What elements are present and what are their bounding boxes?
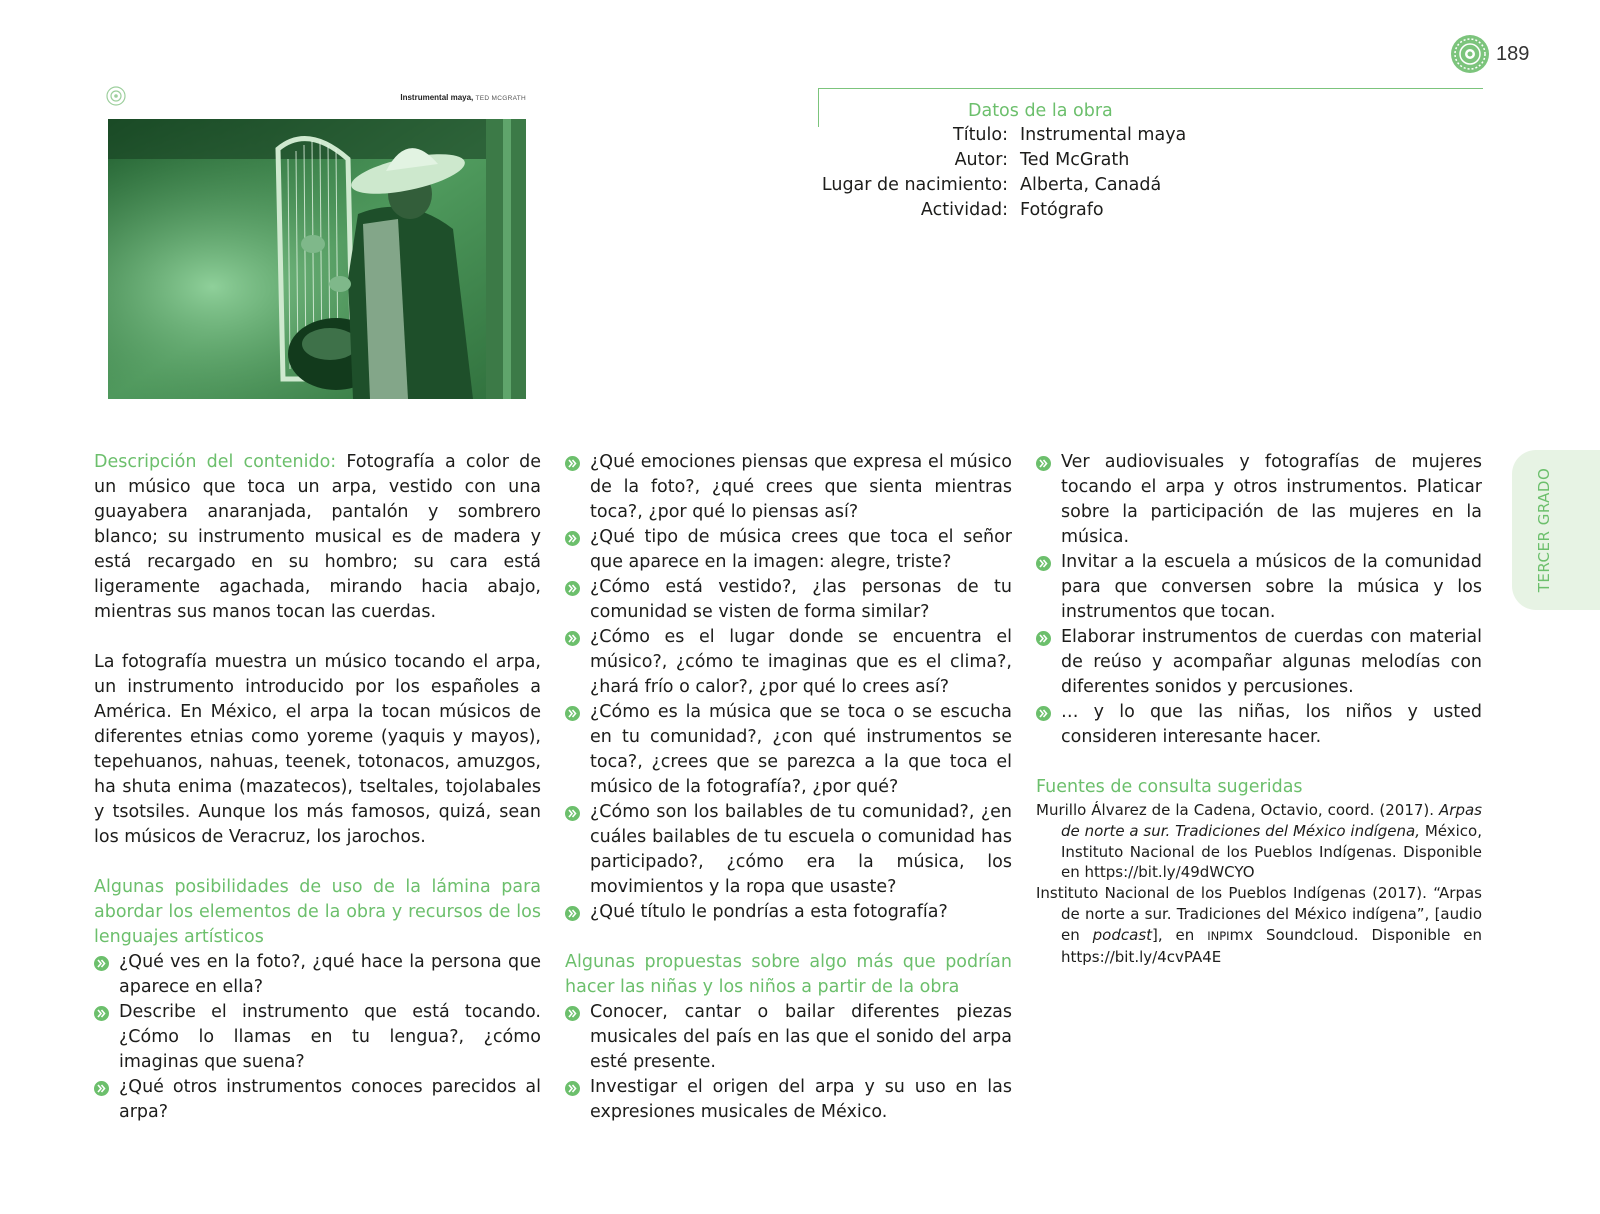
list-item: Investigar el origen del arpa y su uso en las expresiones musicales de México.	[565, 1075, 1012, 1125]
chevron-bullet-icon	[94, 956, 109, 971]
chevron-bullet-icon	[1036, 706, 1051, 721]
list-item: ¿Qué ves en la foto?, ¿qué hace la persona que aparece en ella?	[94, 950, 541, 1000]
fuentes-heading: Fuentes de consulta sugeridas	[1036, 777, 1303, 797]
references	[1036, 800, 1482, 967]
datos-label: Lugar de nacimiento:	[821, 175, 1008, 195]
list-item: ¿Qué título le pondrías a esta fotografía?	[565, 900, 1012, 925]
datos-label: Actividad:	[920, 200, 1008, 220]
chevron-bullet-icon	[565, 906, 580, 921]
chevron-bullet-icon	[565, 1081, 580, 1096]
chevron-bullet-icon	[565, 456, 580, 471]
chevron-bullet-icon	[565, 531, 580, 546]
chevron-bullet-icon	[565, 806, 580, 821]
reference-2: Instituto Nacional de los Pueblos Indígenas (2017). “Arpas de norte a sur. Tradiciones del México indígena”, [audio en podcast], en INPImx Soundcloud. Disponible en https://bit.ly/4cvPA4E	[1036, 884, 1482, 966]
list-item: ¿Cómo está vestido?, ¿las personas de tu comunidad se visten de forma similar?	[565, 575, 1012, 625]
list-item: Ver audiovisuales y fotografías de mujeres tocando el arpa y otros instrumentos. Platicar sobre la participación de las mujeres en la música.	[1036, 450, 1482, 550]
chevron-bullet-icon	[1036, 631, 1051, 646]
chevron-bullet-icon	[565, 581, 580, 596]
mini-emblem-icon	[106, 86, 126, 106]
descripcion-text: Fotografía a color de un músico que toca un arpa, vestido con una guayabera anaranjada, pantalón y sombrero blanco; su instrumento musical es de madera y está recargado en su hombro; su cara está ligeramente agachada, mirando hacia abajo, mientras sus manos tocan las cuerdas.	[94, 452, 541, 622]
column-3	[1036, 450, 1482, 967]
list-item: ¿Qué tipo de música crees que toca el señor que aparece en la imagen: alegre, triste?	[565, 525, 1012, 575]
propuestas-list-2	[1036, 450, 1482, 750]
list-item: Describe el instrumento que está tocando. ¿Cómo lo llamas en tu lengua?, ¿cómo imaginas que suena?	[94, 1000, 541, 1075]
list-item: ¿Cómo es la música que se toca o se escucha en tu comunidad?, ¿con qué instrumentos se toca?, ¿crees que se parezca a la que toca el músico de la fotografía?, ¿por qué?	[565, 700, 1012, 800]
column-1	[94, 450, 541, 1125]
datos-title: Datos de la obra	[968, 101, 1113, 121]
propuestas-list-1	[565, 1000, 1012, 1125]
reference-1: Murillo Álvarez de la Cadena, Octavio, coord. (2017). Arpas de norte a sur. Tradiciones del México indígena, México, Instituto Nacional de los Pueblos Indígenas. Disponible en https://bit.ly/49dWCYO	[1036, 801, 1483, 882]
emblem-icon	[1450, 34, 1490, 74]
chevron-bullet-icon	[565, 631, 580, 646]
chevron-bullet-icon	[565, 706, 580, 721]
list-item: ¿Cómo son los bailables de tu comunidad?, ¿en cuáles bailables de tu escuela o comunidad has participado?, ¿cómo era la música, los movimientos y la ropa que usaste?	[565, 800, 1012, 900]
descripcion-heading: Descripción del contenido:	[94, 452, 337, 472]
list-item: Conocer, cantar o bailar diferentes piezas musicales del país en las que el sonido del arpa esté presente.	[565, 1000, 1012, 1075]
page-number-block	[1450, 34, 1529, 74]
list-item: ¿Qué otros instrumentos conoces parecidos al arpa?	[94, 1075, 541, 1125]
descripcion-paragraph	[94, 450, 541, 625]
list-item: Invitar a la escuela a músicos de la comunidad para que conversen sobre la música y los instrumentos que tocan.	[1036, 550, 1482, 625]
chevron-bullet-icon	[94, 1006, 109, 1021]
photo-caption-row	[106, 86, 526, 108]
posibilidades-list-1	[94, 950, 541, 1125]
photo-caption: Instrumental maya, TED MCGRATH	[400, 93, 526, 102]
datos-value: Ted McGrath	[1020, 150, 1130, 170]
list-item: ¿Cómo es el lugar donde se encuentra el músico?, ¿cómo te imaginas que es el clima?, ¿hará frío o calor?, ¿por qué lo crees así?	[565, 625, 1012, 700]
side-tab-label: TERCER GRADO	[1535, 467, 1553, 593]
page-number: 189	[1496, 42, 1530, 65]
harpist-photo	[108, 119, 526, 399]
datos-label: Título:	[953, 125, 1008, 145]
datos-values	[1020, 125, 1420, 235]
propuestas-heading: Algunas propuestas sobre algo más que podrían hacer las niñas y los niños a partir de la obra	[565, 952, 1012, 997]
list-item: … y lo que las niñas, los niños y usted consideren interesante hacer.	[1036, 700, 1482, 750]
datos-value: Alberta, Canadá	[1020, 175, 1162, 195]
datos-value: Fotógrafo	[1020, 200, 1104, 220]
column-2	[565, 450, 1012, 1125]
list-item: ¿Qué emociones piensas que expresa el músico de la foto?, ¿qué crees que sienta mientras toca?, ¿por qué lo piensas así?	[565, 450, 1012, 525]
datos-label: Autor:	[954, 150, 1008, 170]
descripcion-paragraph-2: La fotografía muestra un músico tocando el arpa, un instrumento introducido por los españoles a América. En México, el arpa la tocan músicos de diferentes etnias como yoreme (yaquis y mayos), tepehuanos, nahuas, teenek, totonacos, amuzgos, ha shuta enima (mazatecos), tseltales, tojolabales y tsotsiles. Aunque los más famosos, quizá, sean los músicos de Veracruz, los jarochos.	[94, 652, 541, 847]
datos-frame	[818, 88, 1483, 127]
datos-labels	[800, 125, 1008, 235]
posibilidades-list-2	[565, 450, 1012, 925]
datos-value: Instrumental maya	[1020, 125, 1187, 145]
chevron-bullet-icon	[565, 1006, 580, 1021]
chevron-bullet-icon	[1036, 456, 1051, 471]
chevron-bullet-icon	[1036, 556, 1051, 571]
grade-side-tab	[1512, 450, 1600, 610]
list-item: Elaborar instrumentos de cuerdas con material de reúso y acompañar algunas melodías con diferentes sonidos y percusiones.	[1036, 625, 1482, 700]
posibilidades-heading: Algunas posibilidades de uso de la lámina para abordar los elementos de la obra y recursos de los lenguajes artísticos	[94, 877, 541, 947]
chevron-bullet-icon	[94, 1081, 109, 1096]
